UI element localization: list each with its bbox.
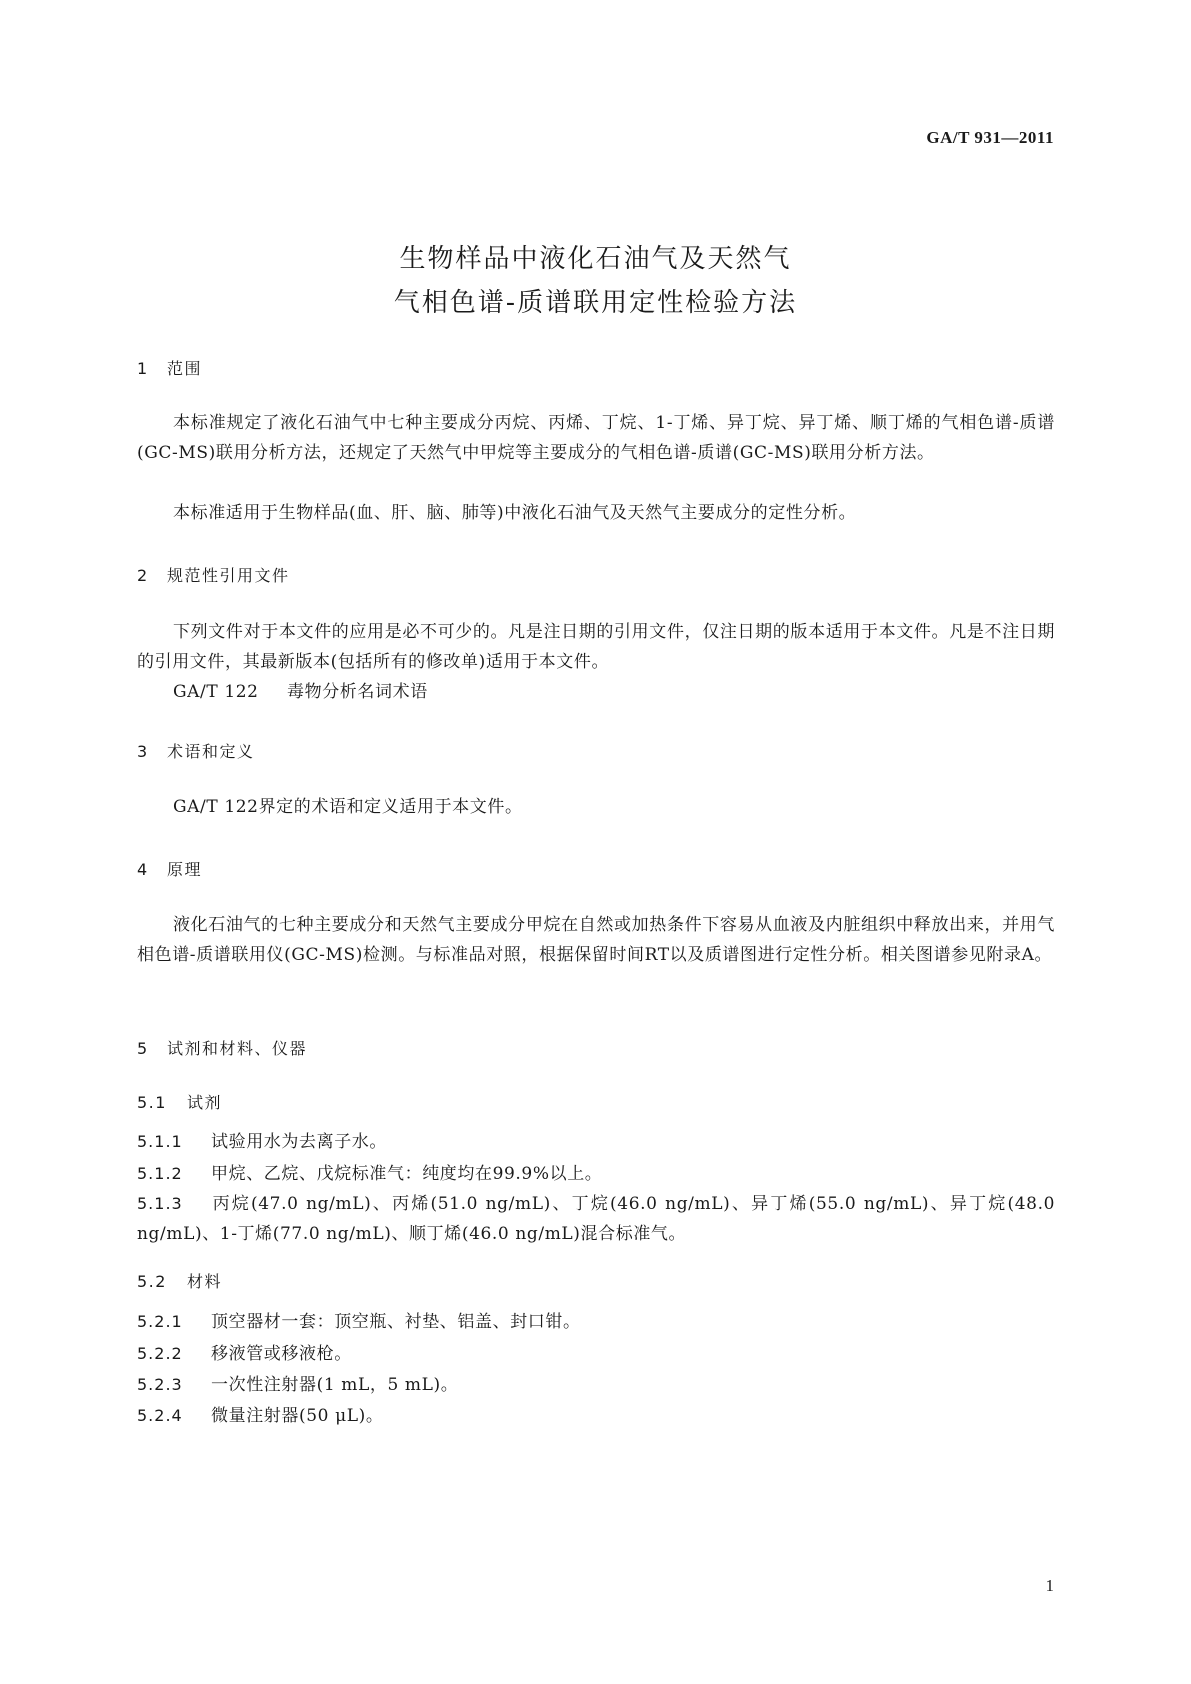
clause-5-1-1 <box>137 1127 1055 1157</box>
clause-number: 5.1.1 <box>137 1132 183 1151</box>
clause-text: 丙烷(47.0 ng/mL)、丙烯(51.0 ng/mL)、丁烷(46.0 ng/mL)、异丁烯(55.0 ng/mL)、异丁烷(48.0 ng/mL)、1-丁烯(77.0 ng/mL)、顺丁烯(46.0 ng/mL)混合标准气。 <box>137 1194 1055 1244</box>
clause-5-1-3 <box>137 1189 1055 1249</box>
section-title: 材料 <box>187 1272 223 1291</box>
clause-5-1-2 <box>137 1159 1055 1189</box>
section-1-heading <box>137 356 202 379</box>
section-2-heading <box>137 563 290 586</box>
clause-text: 顶空器材一套：顶空瓶、衬垫、铝盖、封口钳。 <box>211 1312 581 1332</box>
section-3-heading <box>137 739 255 762</box>
section-title: 试剂 <box>187 1093 223 1112</box>
section-title: 范围 <box>167 359 203 378</box>
clause-5-2-3 <box>137 1370 1055 1400</box>
section-1-paragraph-1: 本标准规定了液化石油气中七种主要成分丙烷、丙烯、丁烷、1-丁烯、异丁烷、异丁烯、顺丁烯的气相色谱-质谱(GC-MS)联用分析方法，还规定了天然气中甲烷等主要成分的气相色谱-质谱(GC-MS)联用分析方法。 <box>137 413 1055 463</box>
clause-number: 5.1.3 <box>137 1194 183 1213</box>
section-3-paragraph-1: GA/T 122界定的术语和定义适用于本文件。 <box>173 797 523 817</box>
clause-text: 一次性注射器(1 mL，5 mL)。 <box>211 1375 459 1395</box>
section-number: 1 <box>137 359 149 378</box>
section-title: 规范性引用文件 <box>167 566 290 585</box>
clause-text: 甲烷、乙烷、戊烷标准气：纯度均在99.9%以上。 <box>211 1164 603 1184</box>
clause-number: 5.2.3 <box>137 1375 183 1394</box>
reference-code: GA/T 122 <box>173 682 259 702</box>
section-title: 术语和定义 <box>167 742 255 761</box>
clause-number: 5.2.1 <box>137 1312 183 1331</box>
section-4-paragraph-1: 液化石油气的七种主要成分和天然气主要成分甲烷在自然或加热条件下容易从血液及内脏组织中释放出来，并用气相色谱-质谱联用仪(GC-MS)检测。与标准品对照，根据保留时间RT以及质谱图进行定性分析。相关图谱参见附录A。 <box>137 915 1055 965</box>
section-number: 4 <box>137 860 149 879</box>
section-5-1-heading <box>137 1090 222 1113</box>
clause-5-2-1 <box>137 1307 1055 1337</box>
clause-text: 移液管或移液枪。 <box>211 1344 352 1364</box>
section-number: 5.1 <box>137 1093 167 1112</box>
clause-number: 5.2.4 <box>137 1406 183 1425</box>
document-title-line-2: 气相色谱-质谱联用定性检验方法 <box>393 288 798 318</box>
section-2-paragraph-1: 下列文件对于本文件的应用是必不可少的。凡是注日期的引用文件，仅注日期的版本适用于本文件。凡是不注日期的引用文件，其最新版本(包括所有的修改单)适用于本文件。 <box>137 622 1055 672</box>
section-1-paragraph-2: 本标准适用于生物样品(血、肝、脑、肺等)中液化石油气及天然气主要成分的定性分析。 <box>173 503 857 523</box>
clause-number: 5.1.2 <box>137 1164 183 1183</box>
clause-5-2-2 <box>137 1339 1055 1369</box>
section-4-heading <box>137 857 202 880</box>
section-number: 2 <box>137 566 149 585</box>
section-5-2-heading <box>137 1269 222 1292</box>
section-number: 5 <box>137 1039 149 1058</box>
normative-reference <box>137 677 1055 707</box>
clause-5-2-4 <box>137 1401 1055 1431</box>
section-number: 5.2 <box>137 1272 167 1291</box>
clause-text: 试验用水为去离子水。 <box>211 1132 387 1152</box>
section-5-heading <box>137 1036 307 1059</box>
reference-title: 毒物分析名词术语 <box>287 682 428 702</box>
page-number: 1 <box>1045 1576 1054 1595</box>
section-title: 原理 <box>167 860 203 879</box>
document-title-line-1: 生物样品中液化石油气及天然气 <box>399 244 792 274</box>
clause-text: 微量注射器(50 μL)。 <box>211 1406 384 1426</box>
clause-number: 5.2.2 <box>137 1344 183 1363</box>
standard-code: GA/T 931—2011 <box>926 128 1054 147</box>
section-number: 3 <box>137 742 149 761</box>
section-title: 试剂和材料、仪器 <box>167 1039 308 1058</box>
